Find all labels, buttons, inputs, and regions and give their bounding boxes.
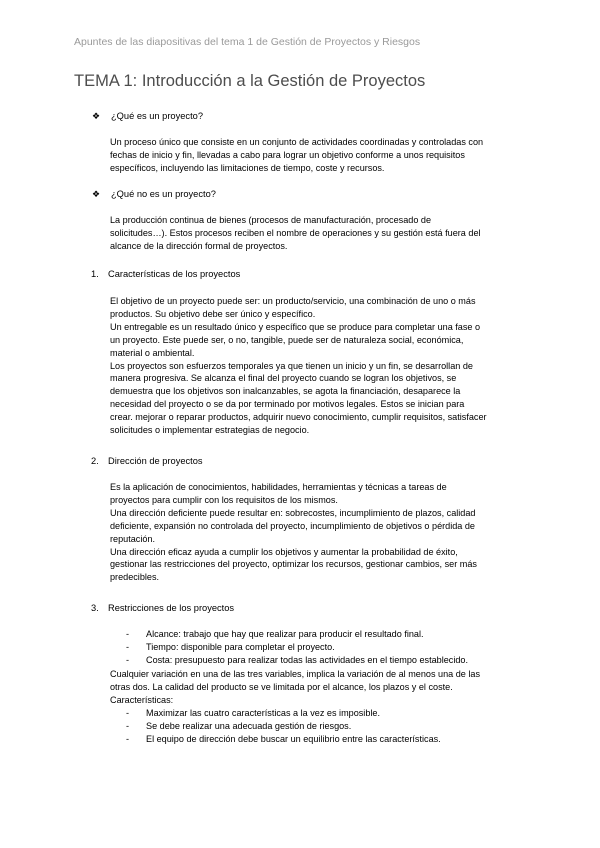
text-line: Un entregable es un resultado único y específico que se produce para completar una fase o [110, 321, 481, 332]
text-line: gestionar las restricciones del proyecto, optimizar los recursos, gestionar cambios, ser más [110, 559, 477, 570]
text-line: Los proyectos son esfuerzos temporales ya que tienen un inicio y un fin, se desarrollan de [110, 360, 473, 371]
text-line: Es la aplicación de conocimientos, habilidades, herramientas y técnicas a tareas de [110, 482, 447, 492]
text-line: Características: [110, 694, 174, 705]
text-line: crear. mejorar o reparar productos, adquirir nuevo conocimiento, cumplir requisitos, satisfacer [110, 412, 487, 423]
page-header: Apuntes de las diapositivas del tema 1 de Gestión de Proyectos y Riesgos [74, 36, 421, 48]
diamond-bullet-icon: ❖ [92, 111, 101, 121]
text-line: solicitudes o implementar estrategias de negocio. [110, 425, 310, 436]
list-item-text: Costa: presupuesto para realizar todas las actividades en el tiempo establecido. [146, 655, 469, 665]
dash-bullet-icon: - [126, 734, 130, 744]
dash-bullet-icon: - [126, 721, 130, 731]
page-title: TEMA 1: Introducción a la Gestión de Proyectos [74, 72, 426, 90]
paragraph-what-is-not-project [110, 214, 481, 253]
paragraph-project-management [110, 481, 477, 584]
diamond-bullet-icon: ❖ [92, 189, 101, 199]
paragraph-characteristics [110, 295, 487, 437]
text-line: deficiente, expansión no controlada del proyecto, incumplimiento de objetivos o pérdida de [110, 520, 475, 531]
heading-text: ¿Qué no es un proyecto? [111, 189, 216, 199]
list-item-text: Tiempo: disponible para completar el proyecto. [146, 642, 335, 652]
text-line: Una dirección deficiente puede resultar en: sobrecostes, incumplimiento de plazos, calidad [110, 507, 476, 518]
list-item-text: Se debe realizar una adecuada gestión de riesgos. [146, 721, 352, 731]
heading-text: Dirección de proyectos [108, 456, 203, 466]
text-line: específicos, incluyendo las limitaciones de tiempo, coste y recursos. [110, 162, 385, 173]
text-line: Cualquier variación en una de las tres variables, implica la variación de al menos una de las [110, 669, 481, 679]
list-item-text: El equipo de dirección debe buscar un equilibrio entre las características. [146, 734, 441, 744]
heading-text: Características de los proyectos [108, 269, 241, 279]
text-line: necesidad del proyecto o se da por terminado por motivos legales. Estos se inician para [110, 399, 465, 410]
text-line: La producción continua de bienes (procesos de manufacturación, procesado de [110, 215, 432, 225]
text-line: solicitudes…). Estos procesos reciben el nombre de operaciones y su gestión está fuera del [110, 227, 481, 238]
text-line: fechas de inicio y fin, llevadas a cabo para lograr un objetivo conforme a unos requisitos [110, 149, 465, 160]
text-line: El objetivo de un proyecto puede ser: un producto/servicio, una combinación de uno o más [110, 296, 476, 306]
text-line: reputación. [110, 533, 155, 544]
heading-text: Restricciones de los proyectos [108, 603, 235, 613]
section-number: 1. [91, 269, 99, 279]
list-item-text: Maximizar las cuatro características a la vez es imposible. [146, 708, 380, 718]
paragraph-restrictions [110, 668, 480, 707]
section-number: 2. [91, 456, 99, 466]
text-line: Un proceso único que consiste en un conjunto de actividades coordinadas y controladas con [110, 137, 484, 147]
dash-bullet-icon: - [126, 655, 130, 665]
text-line: un proyecto. Este puede ser, o no, tangible, puede ser de naturaleza social, económica, [110, 334, 464, 345]
dash-bullet-icon: - [126, 629, 130, 639]
text-line: demuestra que los objetivos son inalcanzables, se agota la financiación, desaparece la [110, 386, 461, 397]
text-line: alcance de la dirección formal de proyectos. [110, 240, 288, 251]
text-line: Una dirección eficaz ayuda a cumplir los objetivos y aumentar la probabilidad de éxito, [110, 546, 458, 557]
dash-bullet-icon: - [126, 708, 130, 718]
text-line: otras dos. La calidad del producto se ve limitada por el alcance, los plazos y el coste. [110, 681, 453, 692]
text-line: proyectos para cumplir con los requisitos de los mismos. [110, 494, 338, 505]
text-line: productos. Su objetivo debe ser único y específico. [110, 308, 316, 319]
heading-text: ¿Qué es un proyecto? [111, 111, 203, 121]
section-number: 3. [91, 603, 99, 613]
dash-bullet-icon: - [126, 642, 130, 652]
list-item-text: Alcance: trabajo que hay que realizar para producir el resultado final. [146, 629, 424, 639]
text-line: material o ambiental. [110, 347, 195, 358]
text-line: predecibles. [110, 572, 160, 583]
paragraph-what-is-project [110, 136, 483, 175]
text-line: manera progresiva. Se alcanza el final del proyecto cuando se logran los objetivos, se [110, 373, 457, 384]
